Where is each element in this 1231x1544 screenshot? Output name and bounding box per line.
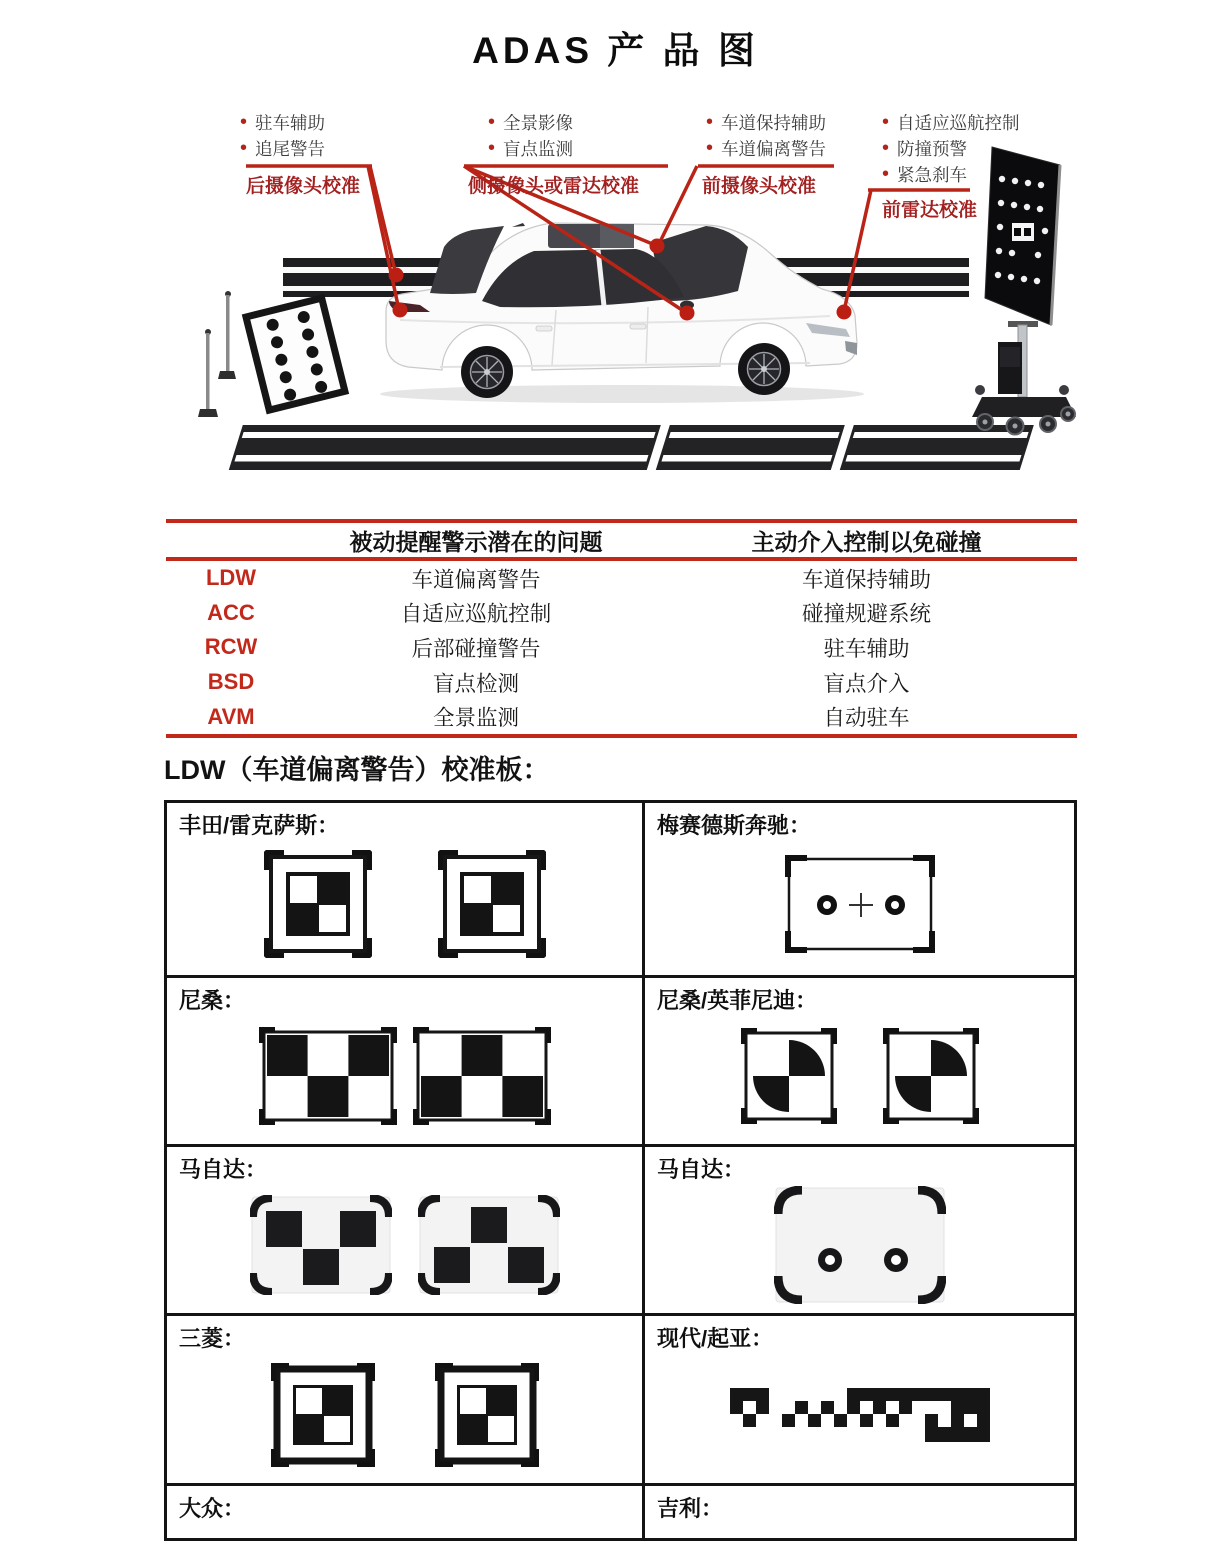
label-group-rear-camera bbox=[240, 109, 325, 161]
cell-content bbox=[167, 1177, 642, 1313]
feature-label: 全景影像 bbox=[503, 112, 574, 133]
feature-label: 防撞预警 bbox=[897, 138, 968, 159]
cell-content bbox=[645, 1008, 1074, 1144]
row-active: 驻车辅助 bbox=[823, 636, 910, 661]
header-passive: 被动提醒警示潜在的问题 bbox=[349, 528, 603, 555]
row-code: BSD bbox=[207, 669, 255, 695]
cell-content bbox=[167, 833, 642, 975]
row-code: LDW bbox=[205, 565, 257, 591]
front-lane-strips bbox=[229, 425, 1034, 470]
row-passive: 车道偏离警告 bbox=[411, 567, 541, 592]
grid-cell-mercedes bbox=[645, 803, 1074, 978]
dot-cross-target-icon bbox=[785, 855, 935, 953]
cell-content bbox=[645, 1346, 1074, 1483]
white-sedan bbox=[380, 223, 864, 403]
table-header-row bbox=[166, 523, 1077, 557]
checkerboard-target-icon bbox=[271, 1363, 375, 1467]
cell-label: 尼桑/英菲尼迪： bbox=[657, 988, 818, 1013]
checkerboard-target-icon bbox=[259, 1027, 397, 1125]
bullet-icon: • bbox=[706, 137, 714, 159]
cell-content bbox=[645, 1177, 1074, 1313]
header-active: 主动介入控制以免碰撞 bbox=[751, 528, 982, 555]
row-code: RCW bbox=[204, 634, 258, 660]
bullet-icon: • bbox=[488, 137, 496, 159]
calibration-label-front: 前摄像头校准 bbox=[702, 176, 817, 197]
row-active: 车道保持辅助 bbox=[801, 567, 931, 592]
checkerboard-target-icon bbox=[264, 850, 372, 958]
calibration-pole bbox=[198, 329, 218, 417]
grid-cell-geely bbox=[645, 1486, 1074, 1538]
feature-label: 紧急刹车 bbox=[897, 164, 968, 185]
checkerboard-target-icon bbox=[435, 1363, 539, 1467]
calibration-grid bbox=[164, 800, 1077, 1541]
grid-cell-mazda-single bbox=[645, 1147, 1074, 1316]
grid-cell-nissan bbox=[167, 978, 645, 1147]
checkerboard-target-icon bbox=[438, 850, 546, 958]
table-row bbox=[166, 699, 1077, 734]
checkerboard-target-icon bbox=[413, 1027, 551, 1125]
grid-cell-nissan-infiniti bbox=[645, 978, 1074, 1147]
row-active: 碰撞规避系统 bbox=[801, 602, 931, 627]
bullet-icon: • bbox=[882, 137, 890, 159]
calibration-pole bbox=[218, 291, 236, 379]
feature-table bbox=[166, 519, 1077, 738]
table-row bbox=[166, 630, 1077, 665]
grid-cell-volkswagen bbox=[167, 1486, 645, 1538]
row-passive: 盲点检测 bbox=[432, 671, 519, 696]
bullet-icon: • bbox=[706, 111, 714, 133]
row-code: AVM bbox=[207, 703, 255, 729]
table-bottom-rule bbox=[166, 734, 1077, 738]
cell-label: 马自达： bbox=[179, 1157, 268, 1182]
dot-target-board bbox=[246, 298, 345, 410]
cell-label: 吉利： bbox=[657, 1496, 724, 1521]
quadrant-fan-target-icon bbox=[883, 1028, 979, 1124]
row-code: ACC bbox=[207, 599, 255, 625]
feature-label: 车道保持辅助 bbox=[721, 112, 827, 133]
bullet-icon: • bbox=[240, 111, 248, 133]
cell-content bbox=[645, 833, 1074, 975]
row-active: 盲点介入 bbox=[823, 671, 910, 696]
quadrant-fan-target-icon bbox=[741, 1028, 837, 1124]
row-active: 自动驻车 bbox=[823, 706, 910, 731]
bullet-icon: • bbox=[882, 163, 890, 185]
square-dots-target-icon bbox=[418, 1195, 560, 1295]
feature-label: 自适应巡航控制 bbox=[897, 112, 1020, 133]
cell-label: 三菱： bbox=[179, 1326, 246, 1351]
row-passive: 自适应巡航控制 bbox=[400, 602, 552, 627]
rear-wheel bbox=[461, 346, 513, 398]
grid-cell-mazda-pair bbox=[167, 1147, 645, 1316]
table-row bbox=[166, 596, 1077, 631]
page-title: ADAS 产 品 图 bbox=[472, 30, 759, 71]
section-title: LDW（车道偏离警告）校准板： bbox=[164, 755, 550, 785]
bullet-icon: • bbox=[488, 111, 496, 133]
cell-label: 尼桑： bbox=[179, 988, 246, 1013]
target-stand bbox=[955, 135, 1115, 495]
feature-label: 驻车辅助 bbox=[255, 112, 326, 133]
cell-label: 马自达： bbox=[657, 1157, 746, 1182]
cell-content bbox=[167, 1008, 642, 1144]
label-group-side-camera bbox=[488, 109, 573, 161]
label-group-front-camera bbox=[706, 109, 826, 161]
row-passive: 后部碰撞警告 bbox=[411, 636, 541, 661]
adas-diagram bbox=[0, 95, 1231, 517]
square-dots-target-icon bbox=[250, 1195, 392, 1295]
feature-label: 追尾警告 bbox=[255, 138, 326, 159]
calibration-label-rear: 后摄像头校准 bbox=[246, 176, 361, 197]
table-body bbox=[166, 561, 1077, 734]
calibration-label-side: 侧摄像头或雷达校准 bbox=[468, 176, 640, 197]
cell-label: 梅赛德斯奔驰： bbox=[657, 813, 812, 838]
cell-label: 大众： bbox=[179, 1496, 246, 1521]
table-row bbox=[166, 665, 1077, 700]
row-passive: 全景监测 bbox=[432, 706, 519, 731]
calibration-label-radar: 前雷达校准 bbox=[882, 200, 978, 221]
bullet-icon: • bbox=[882, 111, 890, 133]
feature-label: 盲点监测 bbox=[503, 138, 574, 159]
cell-label: 现代/起亚： bbox=[657, 1326, 774, 1351]
grid-cell-toyota-lexus bbox=[167, 803, 645, 978]
grid-cell-hyundai-kia bbox=[645, 1316, 1074, 1486]
front-wheel bbox=[738, 343, 790, 395]
bullet-icon: • bbox=[240, 137, 248, 159]
cell-label: 丰田/雷克萨斯： bbox=[179, 813, 340, 838]
dot-target-board-icon bbox=[774, 1186, 946, 1304]
feature-label: 车道偏离警告 bbox=[721, 138, 827, 159]
table-row bbox=[166, 561, 1077, 596]
grid-cell-mitsubishi bbox=[167, 1316, 645, 1486]
cell-content bbox=[167, 1346, 642, 1483]
barcode-target-icon bbox=[730, 1388, 990, 1442]
